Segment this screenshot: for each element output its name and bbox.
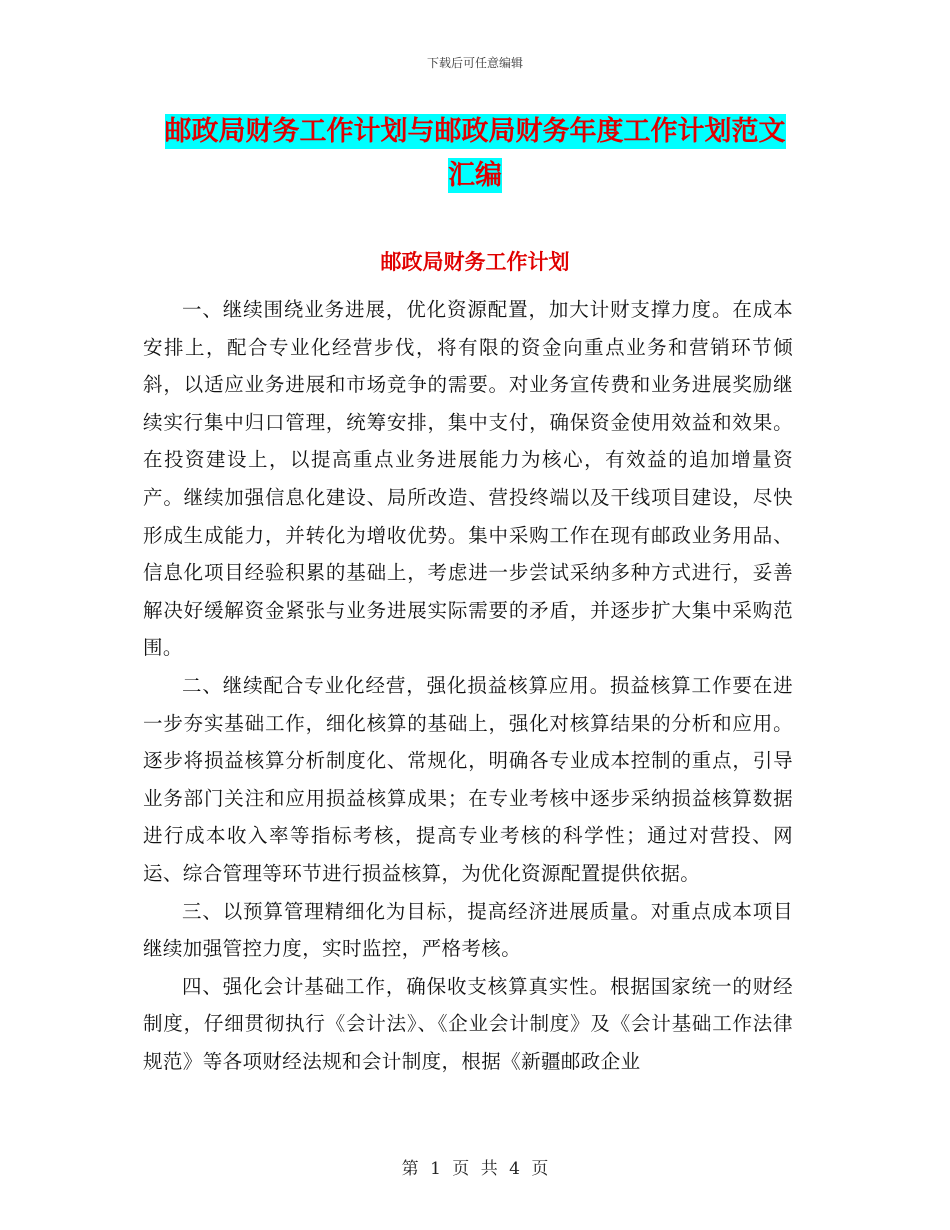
- section-title: 邮政局财务工作计划: [380, 250, 570, 274]
- body-text: [143, 291, 793, 1080]
- document-title-line-2: 汇编: [448, 160, 502, 191]
- page-header-note: 下载后可任意编辑: [426, 56, 523, 70]
- document-title: [140, 110, 810, 198]
- paragraph-2: 二、继续配合专业化经营，强化损益核算应用。损益核算工作要在进一步夯实基础工作，细化核算的基础上，强化对核算结果的分析和应用。逐步将损益核算分析制度化、常规化，明确各专业成本控制的重点，引导业务部门关注和应用损益核算成果；在专业考核中逐步采纳损益核算数据进行成本收入率等指标考核，提高专业考核的科学性；通过对营投、网运、综合管理等环节进行损益核算，为优化资源配置提供依据。: [143, 673, 793, 885]
- paragraph-3: 三、以预算管理精细化为目标，提高经济进展质量。对重点成本项目继续加强管控力度，实时监控，严格考核。: [143, 899, 793, 961]
- page-footer: 第 1 页 共 4 页: [401, 1159, 549, 1179]
- document-title-line-1: 邮政局财务工作计划与邮政局财务年度工作计划范文: [164, 116, 786, 147]
- paragraph-4: 四、强化会计基础工作，确保收支核算真实性。根据国家统一的财经制度，仔细贯彻执行《会计法》、《企业会计制度》及《会计基础工作法律规范》等各项财经法规和会计制度，根据《新疆邮政企业: [143, 974, 793, 1073]
- paragraph-1: 一、继续围绕业务进展，优化资源配置，加大计财支撑力度。在成本安排上，配合专业化经营步伐，将有限的资金向重点业务和营销环节倾斜，以适应业务进展和市场竞争的需要。对业务宣传费和业务进展奖励继续实行集中归口管理，统筹安排，集中支付，确保资金使用效益和效果。在投资建设上，以提高重点业务进展能力为核心，有效益的追加增量资产。继续加强信息化建设、局所改造、营投终端以及干线项目建设，尽快形成生成能力，并转化为增收优势。集中采购工作在现有邮政业务用品、信息化项目经验积累的基础上，考虑进一步尝试采纳多种方式进行，妥善解决好缓解资金紧张与业务进展实际需要的矛盾，并逐步扩大集中采购范围。: [143, 298, 793, 660]
